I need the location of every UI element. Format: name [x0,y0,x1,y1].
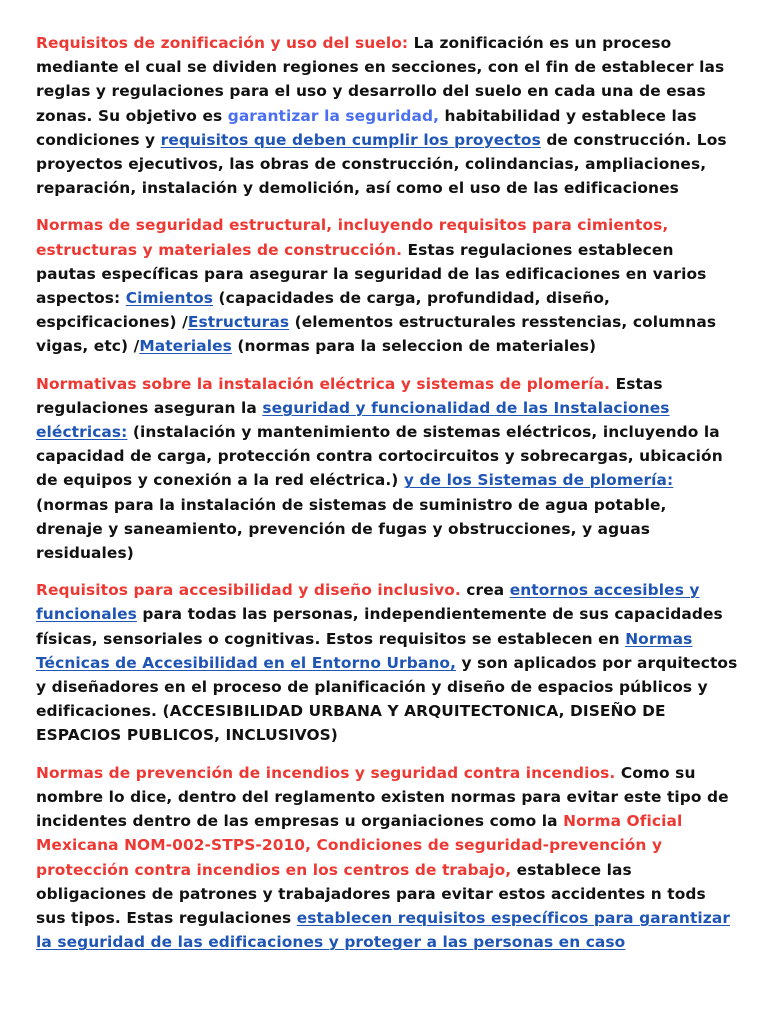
paragraph-zonificacion [36,31,738,200]
body-text: para todas las personas, independientemente de sus capacidades físicas, sensoriales o cognitivas. Estos requisitos se establecen en [36,605,723,648]
link-estructuras[interactable]: Estructuras [187,313,290,332]
body-text: de construcción. Los proyectos ejecutivos, las obras de construcción, colindancias, ampliaciones, reparación, instalación y demolición, así como el uso de las edificaciones [36,130,727,198]
body-text: y son aplicados por arquitectos y diseñadores en el proceso de planificación y diseño de espacios públicos y edificaciones. (ACCESIBILIDAD URBANA Y ARQUITECTONICA, DISEÑO DE ESPACIOS PUBLICOS, INCLUSIVOS) [36,653,738,745]
body-text: (capacidades de carga, profundidad, diseño, espcificaciones) / [36,289,610,332]
body-text: habitabilidad y establece las condiciones y [36,106,697,149]
heading-zonificacion: Requisitos de zonificación y uso del suelo: [36,34,409,52]
norma-oficial-mexicana: Norma Oficial Mexicana NOM-002-STPS-2010, Condiciones de seguridad-prevención y protección contra incendios en los centros de trabajo, [36,812,683,879]
heading-instalacion-electrica: Normativas sobre la instalación eléctrica y sistemas de plomería. [36,374,611,393]
link-entornos-accesibles[interactable]: entornos accesibles y funcionales [36,581,700,624]
body-text: Como su nombre lo dice, dentro del reglamento existen normas para evitar este tipo de incidentes dentro de las empresas u organiaciones como la [36,763,729,831]
link-requisitos-proyectos[interactable]: requisitos que deben cumplir los proyectos [160,130,541,149]
highlight-garantizar-seguridad: garantizar la seguridad, [227,106,440,125]
paragraph-accesibilidad [36,578,738,747]
paragraph-seguridad-estructural [36,213,738,358]
body-text: La zonificación es un proceso mediante el cual se dividen regiones en secciones, con el fin de establecer las reglas y regulaciones para el uso y desarrollo del suelo en cada una de esas zonas. Su objetivo es [36,34,725,125]
body-text: establece las obligaciones de patrones y trabajadores para evitar estos accidentes n tods sus tipos. Estas regulaciones [36,860,706,927]
link-sistemas-plomeria[interactable]: y de los Sistemas de plomería: [403,471,674,490]
heading-incendios: Normas de prevención de incendios y seguridad contra incendios. [36,763,616,782]
body-text: Estas regulaciones aseguran la [36,374,663,417]
link-materiales[interactable]: Materiales [139,337,232,356]
paragraph-instalacion-electrica [36,372,738,566]
link-instalaciones-electricas[interactable]: seguridad y funcionalidad de las Instalaciones eléctricas: [36,398,670,442]
body-text: Estas regulaciones establecen pautas específicas para asegurar la seguridad de las edificaciones en varios aspectos: [36,240,707,308]
heading-seguridad-estructural: Normas de seguridad estructural, incluyendo requisitos para cimientos, estructuras y materiales de construcción. [36,216,669,259]
body-text: (instalación y mantenimiento de sistemas eléctricos, incluyendo la capacidad de carga, protección contra cortocircuitos y sobrecargas, ubicación de equipos y conexión a la red eléctrica.) [36,423,723,490]
body-text: (normas para la seleccion de materiales) [231,337,597,356]
paragraph-incendios [36,761,738,955]
body-text: (elementos estructurales resstencias, columnas vigas, etc) / [36,313,717,356]
link-requisitos-especificos[interactable]: establecen requisitos específicos para garantizar la seguridad de las edificaciones y proteger a las personas en caso [36,908,731,952]
body-text: crea [460,581,510,600]
link-cimientos[interactable]: Cimientos [125,289,214,308]
heading-accesibilidad: Requisitos para accesibilidad y diseño inclusivo. [36,581,461,600]
body-text: (normas para la instalación de sistemas de suministro de agua potable, drenaje y saneamiento, prevención de fugas y obstrucciones, y aguas residuales) [36,495,667,563]
link-normas-tecnicas-accesibilidad[interactable]: Normas Técnicas de Accesibilidad en el Entorno Urbano, [36,629,693,672]
